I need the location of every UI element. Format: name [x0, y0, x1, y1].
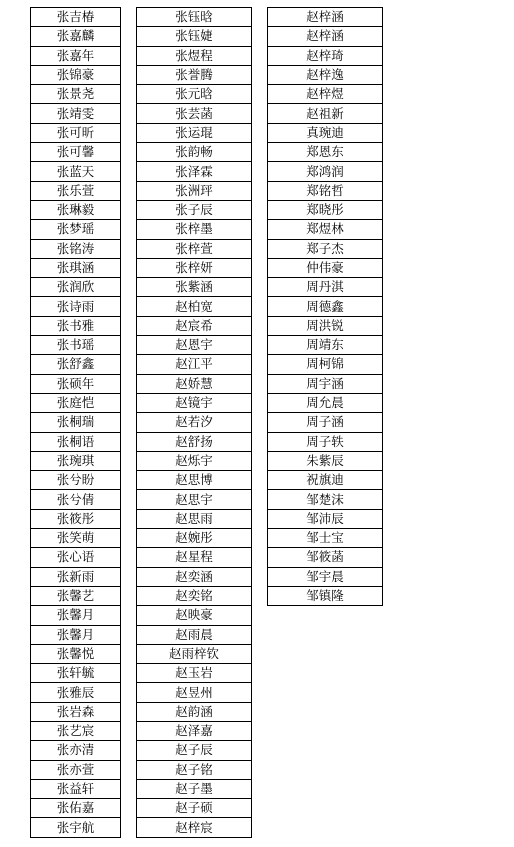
table-row — [268, 586, 383, 605]
name-cell: 赵梓涵 — [268, 8, 383, 27]
table-row — [31, 471, 121, 490]
table-row — [137, 664, 252, 683]
table-row — [137, 46, 252, 65]
name-cell: 张吉椿 — [31, 8, 121, 27]
name-cell: 赵梓逸 — [268, 65, 383, 84]
name-cell: 仲伟豪 — [268, 258, 383, 277]
name-cell: 赵雨梓钦 — [137, 644, 252, 663]
table-row — [137, 702, 252, 721]
table-row — [268, 85, 383, 104]
table-row — [31, 664, 121, 683]
table-row — [137, 606, 252, 625]
table-row — [268, 374, 383, 393]
name-cell: 邹士宝 — [268, 529, 383, 548]
table-row — [137, 471, 252, 490]
table-row — [268, 123, 383, 142]
table-row — [137, 355, 252, 374]
table-row — [268, 239, 383, 258]
name-cell: 张兮盼 — [31, 471, 121, 490]
name-cell: 张芸菡 — [137, 104, 252, 123]
table-row — [31, 721, 121, 740]
table-row — [31, 432, 121, 451]
table-row — [268, 529, 383, 548]
table-row — [137, 85, 252, 104]
table-row — [137, 625, 252, 644]
name-cell: 赵恩宇 — [137, 336, 252, 355]
name-cell: 赵娇慧 — [137, 374, 252, 393]
table-row — [268, 432, 383, 451]
name-cell: 张诗雨 — [31, 297, 121, 316]
table-row — [31, 200, 121, 219]
table-row — [268, 336, 383, 355]
name-cell: 张笑萌 — [31, 529, 121, 548]
table-row — [31, 143, 121, 162]
table-row — [268, 181, 383, 200]
table-row — [137, 432, 252, 451]
table-row — [31, 374, 121, 393]
name-cell: 邹楚沫 — [268, 490, 383, 509]
table-row — [268, 104, 383, 123]
table-row — [137, 644, 252, 663]
name-cell: 张桐瑞 — [31, 413, 121, 432]
table-row — [31, 644, 121, 663]
table-row — [137, 741, 252, 760]
name-cell: 张硕年 — [31, 374, 121, 393]
table-row — [31, 104, 121, 123]
table-row — [31, 355, 121, 374]
name-cell: 张益轩 — [31, 779, 121, 798]
table-row — [137, 374, 252, 393]
table-row — [268, 8, 383, 27]
table-row — [137, 799, 252, 818]
name-cell: 张庭恺 — [31, 393, 121, 412]
name-table-column-3 — [267, 7, 383, 606]
table-row — [137, 65, 252, 84]
name-cell: 赵奕涵 — [137, 567, 252, 586]
table-row — [268, 316, 383, 335]
name-cell: 郑子杰 — [268, 239, 383, 258]
name-cell: 周靖东 — [268, 336, 383, 355]
name-cell: 祝旗迪 — [268, 471, 383, 490]
table-row — [137, 490, 252, 509]
table-row — [268, 278, 383, 297]
name-cell: 张舒鑫 — [31, 355, 121, 374]
name-cell: 邹沛辰 — [268, 509, 383, 528]
name-cell: 周子轶 — [268, 432, 383, 451]
table-row — [31, 413, 121, 432]
name-cell: 周柯锦 — [268, 355, 383, 374]
name-cell: 周允晨 — [268, 393, 383, 412]
name-cell: 赵子墨 — [137, 779, 252, 798]
table-row — [137, 779, 252, 798]
table-row — [137, 413, 252, 432]
name-cell: 张钰婕 — [137, 27, 252, 46]
name-cell: 张筱彤 — [31, 509, 121, 528]
name-cell: 张梦瑶 — [31, 220, 121, 239]
table-row — [31, 779, 121, 798]
name-cell: 赵子铭 — [137, 760, 252, 779]
table-row — [268, 27, 383, 46]
table-row — [31, 162, 121, 181]
table-row — [137, 336, 252, 355]
name-cell: 张蓝天 — [31, 162, 121, 181]
table-row — [31, 529, 121, 548]
table-row — [137, 683, 252, 702]
table-row — [137, 143, 252, 162]
table-row — [137, 721, 252, 740]
name-cell: 张煜程 — [137, 46, 252, 65]
table-row — [137, 104, 252, 123]
name-cell: 张心语 — [31, 548, 121, 567]
name-cell: 赵舒扬 — [137, 432, 252, 451]
name-cell: 张梓萱 — [137, 239, 252, 258]
name-cell: 郑恩东 — [268, 143, 383, 162]
table-row — [137, 586, 252, 605]
name-cell: 张韵畅 — [137, 143, 252, 162]
table-row — [268, 258, 383, 277]
name-cell: 张乐萱 — [31, 181, 121, 200]
table-row — [137, 181, 252, 200]
name-cell: 张岩森 — [31, 702, 121, 721]
table-row — [137, 258, 252, 277]
name-cell: 周宇涵 — [268, 374, 383, 393]
name-table-column-2 — [136, 7, 252, 838]
name-cell: 张嘉年 — [31, 46, 121, 65]
table-row — [268, 413, 383, 432]
table-row — [268, 355, 383, 374]
name-cell: 张艺宸 — [31, 721, 121, 740]
name-cell: 张佑嘉 — [31, 799, 121, 818]
table-row — [31, 46, 121, 65]
table-row — [31, 65, 121, 84]
name-cell: 张泽霖 — [137, 162, 252, 181]
table-row — [31, 123, 121, 142]
table-row — [268, 200, 383, 219]
table-row — [31, 799, 121, 818]
table-row — [31, 336, 121, 355]
name-cell: 郑铭哲 — [268, 181, 383, 200]
table-row — [31, 181, 121, 200]
name-cell: 赵梓煜 — [268, 85, 383, 104]
table-row — [31, 683, 121, 702]
table-row — [268, 509, 383, 528]
table-row — [31, 741, 121, 760]
table-row — [31, 818, 121, 837]
name-cell: 张雅辰 — [31, 683, 121, 702]
name-cell: 张景尧 — [31, 85, 121, 104]
table-row — [137, 123, 252, 142]
name-cell: 张嘉麟 — [31, 27, 121, 46]
name-cell: 张誉腾 — [137, 65, 252, 84]
name-cell: 张靖雯 — [31, 104, 121, 123]
name-cell: 赵烁宇 — [137, 451, 252, 470]
table-row — [268, 393, 383, 412]
table-row — [31, 760, 121, 779]
table-row — [31, 239, 121, 258]
name-cell: 赵梓宸 — [137, 818, 252, 837]
table-row — [31, 509, 121, 528]
table-row — [31, 586, 121, 605]
name-cell: 赵柏宽 — [137, 297, 252, 316]
table-row — [137, 162, 252, 181]
name-cell: 张书雅 — [31, 316, 121, 335]
name-cell: 赵韵涵 — [137, 702, 252, 721]
table-row — [137, 297, 252, 316]
name-cell: 郑煜林 — [268, 220, 383, 239]
table-row — [31, 451, 121, 470]
table-row — [268, 46, 383, 65]
name-cell: 郑晓彤 — [268, 200, 383, 219]
name-cell: 赵星程 — [137, 548, 252, 567]
name-cell: 邹镇隆 — [268, 586, 383, 605]
name-cell: 邹宇晨 — [268, 567, 383, 586]
table-row — [31, 316, 121, 335]
table-row — [268, 297, 383, 316]
table-row — [137, 220, 252, 239]
name-cell: 张馨月 — [31, 625, 121, 644]
name-cell: 赵子辰 — [137, 741, 252, 760]
name-cell: 张兮倩 — [31, 490, 121, 509]
table-row — [137, 509, 252, 528]
table-row — [268, 451, 383, 470]
table-row — [268, 65, 383, 84]
name-cell: 张馨悦 — [31, 644, 121, 663]
table-row — [31, 27, 121, 46]
name-cell: 赵思宇 — [137, 490, 252, 509]
name-cell: 张梓妍 — [137, 258, 252, 277]
name-cell: 张馨艺 — [31, 586, 121, 605]
name-cell: 张琬琪 — [31, 451, 121, 470]
table-row — [137, 8, 252, 27]
name-cell: 周丹淇 — [268, 278, 383, 297]
name-cell: 张琪涵 — [31, 258, 121, 277]
name-cell: 张亦萱 — [31, 760, 121, 779]
table-row — [137, 278, 252, 297]
name-cell: 张润欣 — [31, 278, 121, 297]
name-cell: 张子辰 — [137, 200, 252, 219]
name-cell: 张琳毅 — [31, 200, 121, 219]
table-row — [268, 548, 383, 567]
table-row — [31, 278, 121, 297]
name-cell: 赵江平 — [137, 355, 252, 374]
table-row — [31, 297, 121, 316]
name-table-column-1 — [30, 7, 121, 838]
table-row — [137, 316, 252, 335]
name-cell: 赵婉彤 — [137, 529, 252, 548]
table-row — [268, 162, 383, 181]
table-row — [268, 220, 383, 239]
name-cell: 赵梓涵 — [268, 27, 383, 46]
table-row — [137, 451, 252, 470]
name-cell: 赵祖新 — [268, 104, 383, 123]
name-cell: 赵玉岩 — [137, 664, 252, 683]
name-cell: 周德鑫 — [268, 297, 383, 316]
table-row — [137, 393, 252, 412]
table-row — [137, 548, 252, 567]
name-cell: 赵宸希 — [137, 316, 252, 335]
table-row — [31, 567, 121, 586]
name-cell: 赵映豪 — [137, 606, 252, 625]
name-cell: 张铭涛 — [31, 239, 121, 258]
table-row — [268, 567, 383, 586]
table-row — [31, 258, 121, 277]
name-cell: 张可昕 — [31, 123, 121, 142]
table-row — [137, 818, 252, 837]
table-row — [31, 220, 121, 239]
name-cell: 张运琨 — [137, 123, 252, 142]
name-cell: 张馨月 — [31, 606, 121, 625]
name-cell: 周洪锐 — [268, 316, 383, 335]
name-cell: 张可馨 — [31, 143, 121, 162]
name-cell: 张宇航 — [31, 818, 121, 837]
name-cell: 张钰晗 — [137, 8, 252, 27]
name-cell: 周子涵 — [268, 413, 383, 432]
table-row — [268, 490, 383, 509]
table-row — [31, 625, 121, 644]
name-cell: 赵思雨 — [137, 509, 252, 528]
name-cell: 真琬迪 — [268, 123, 383, 142]
name-cell: 张桐语 — [31, 432, 121, 451]
table-row — [137, 200, 252, 219]
name-cell: 张书瑶 — [31, 336, 121, 355]
table-row — [31, 85, 121, 104]
table-row — [31, 490, 121, 509]
name-cell: 赵思博 — [137, 471, 252, 490]
table-row — [137, 567, 252, 586]
name-cell: 张梓墨 — [137, 220, 252, 239]
name-cell: 赵昱州 — [137, 683, 252, 702]
name-cell: 赵子硕 — [137, 799, 252, 818]
table-row — [31, 8, 121, 27]
name-cell: 郑鸿润 — [268, 162, 383, 181]
table-row — [137, 239, 252, 258]
name-cell: 张紫涵 — [137, 278, 252, 297]
table-row — [31, 548, 121, 567]
name-cell: 张轩毓 — [31, 664, 121, 683]
name-cell: 赵梓琦 — [268, 46, 383, 65]
name-cell: 赵雨晨 — [137, 625, 252, 644]
table-row — [268, 143, 383, 162]
table-row — [137, 27, 252, 46]
name-cell: 张洲玶 — [137, 181, 252, 200]
name-cell: 张元晗 — [137, 85, 252, 104]
name-cell: 赵若汐 — [137, 413, 252, 432]
name-cell: 朱紫辰 — [268, 451, 383, 470]
name-cell: 赵镜宇 — [137, 393, 252, 412]
table-row — [31, 393, 121, 412]
name-cell: 赵奕铭 — [137, 586, 252, 605]
table-row — [268, 471, 383, 490]
table-row — [137, 529, 252, 548]
name-cell: 张亦清 — [31, 741, 121, 760]
name-cell: 张锦豪 — [31, 65, 121, 84]
table-row — [137, 760, 252, 779]
table-row — [31, 702, 121, 721]
table-row — [31, 606, 121, 625]
name-cell: 赵泽嘉 — [137, 721, 252, 740]
name-cell: 邹筱菡 — [268, 548, 383, 567]
name-cell: 张新雨 — [31, 567, 121, 586]
